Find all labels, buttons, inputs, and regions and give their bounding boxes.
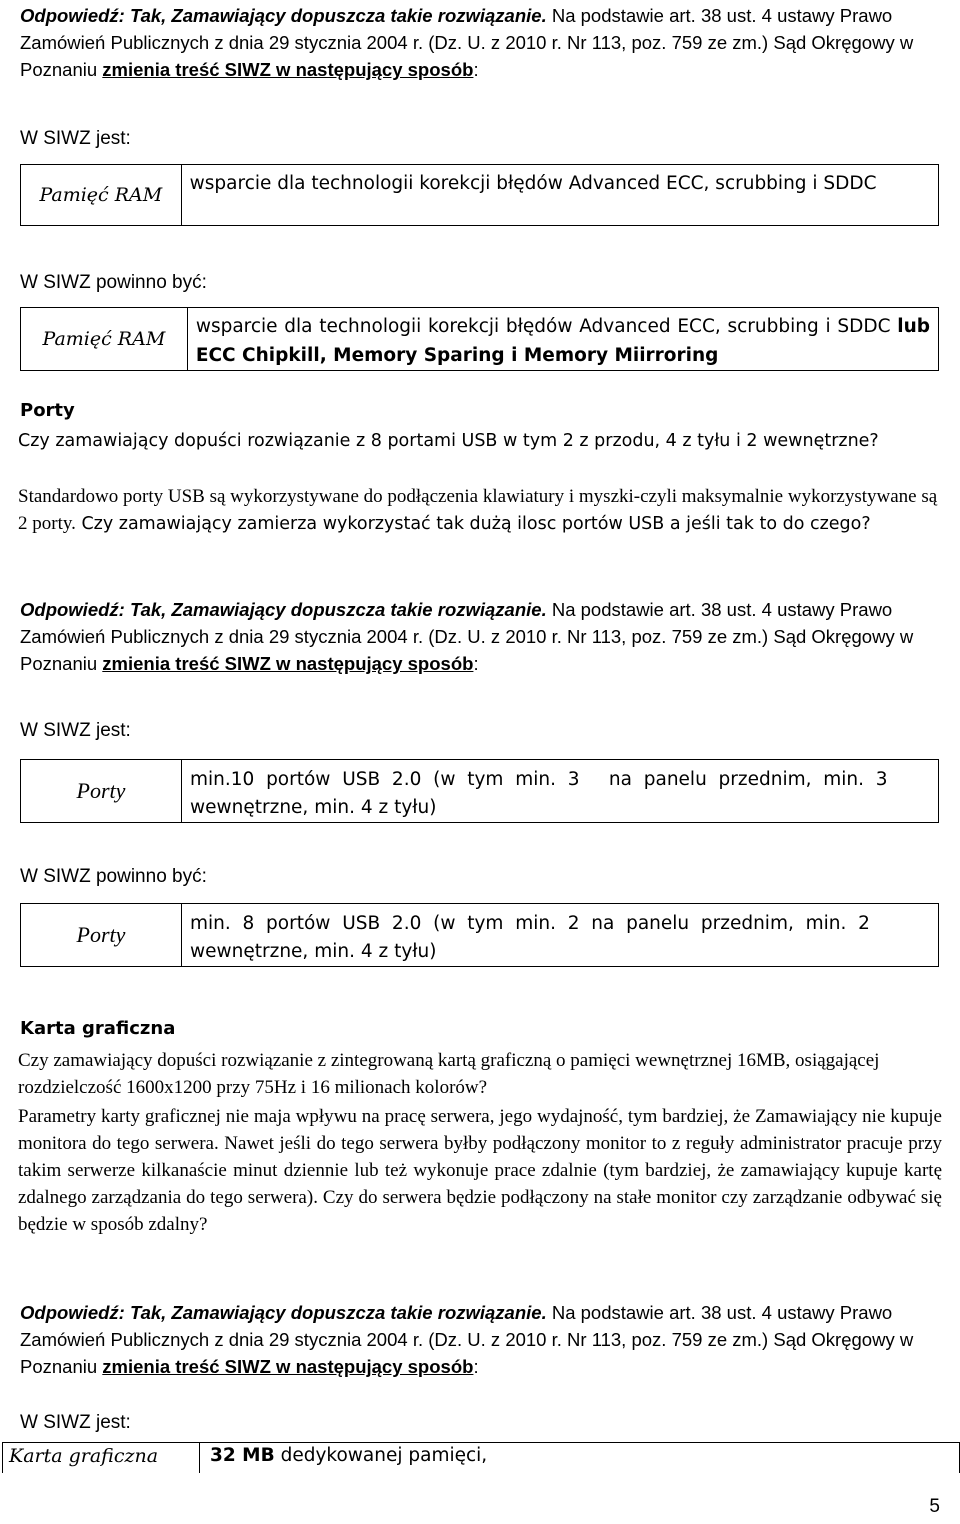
karta-question-1: Czy zamawiający dopuści rozwiązanie z zintegrowaną kartą graficzną o pamięci wewnętrznej 16MB, osiągającej rozdzielczość 1600x1200 przy 75Hz i 16 milionach kolorów?	[18, 1050, 880, 1098]
karta-heading: Karta graficzna	[20, 1018, 176, 1039]
siwz-powinno-label: W SIWZ powinno być:	[20, 272, 207, 293]
answer-block-2: Odpowiedź: Tak, Zamawiający dopuszcza takie rozwiązanie. Na podstawie art. 38 ust. 4 ustawy Prawo Zamówień Publicznych z dnia 29 stycznia 2004 r. (Dz. U. z 2010 r. Nr 113, poz. 759 ze zm.) Sąd Okręgowy w Poznaniu zmienia treść SIWZ w następujący sposób:	[20, 599, 914, 674]
answer-italic: Odpowiedź: Tak, Zamawiający dopuszcza takie rozwiązanie.	[20, 5, 547, 26]
ram-powinno-table	[20, 307, 939, 371]
ram-jest-value: wsparcie dla technologii korekcji błędów Advanced ECC, scrubbing i SDDC	[189, 173, 877, 194]
karta-jest-value: 32 MB dedykowanej pamięci,	[210, 1445, 488, 1466]
porty-question-1: Czy zamawiający dopuści rozwiązanie z 8 portami USB w tym 2 z przodu, 4 z tyłu i 2 wewnętrzne?	[18, 431, 879, 451]
porty-heading: Porty	[20, 400, 75, 421]
answer-underline: zmienia treść SIWZ w następujący sposób	[102, 59, 474, 80]
porty-powinno-value: min. 8 portów USB 2.0 (w tym min. 2 na panelu przednim, min. 2 wewnętrzne, min. 4 z tyłu)	[190, 913, 870, 962]
karta-question-2: Parametry karty graficznej nie maja wpływu na pracę serwera, jego wydajność, tym bardziej, że Zamawiający nie kupuje monitora do tego serwera. Nawet jeśli do tego serwera byłby podłączony monitor to z reguły administrator pracuje przy takim serwerze kilkanaście minut dziennie lub też wykonuje prace zdalnie (tym bardziej, że zamawiający kupuje kartę zdalnego zarządzania do tego serwera). Czy do serwera będzie podłączony na stałe monitor czy zarządzanie odbywać się będzie w sposób zdalny?	[18, 1106, 942, 1235]
ram-label: Pamięć RAM	[21, 165, 182, 225]
siwz-jest-label: W SIWZ jest:	[20, 128, 131, 149]
porty-label: Porty	[21, 904, 182, 966]
ram-powinno-value: wsparcie dla technologii korekcji błędów Advanced ECC, scrubbing i SDDC lub ECC Chipkill, Memory Sparing i Memory Miirroring	[195, 316, 930, 366]
ram-jest-table	[20, 164, 939, 226]
karta-jest-table	[2, 1442, 960, 1473]
porty-question-2: Standardowo porty USB są wykorzystywane do podłączenia klawiatury i myszki-czyli maksymalnie wykorzystywane są 2 porty. Czy zamawiający zamierza wykorzystać tak dużą ilosc portów USB a jeśli tak to do czego?	[18, 486, 938, 534]
answer-block-1: Odpowiedź: Tak, Zamawiający dopuszcza takie rozwiązanie. Na podstawie art. 38 ust. 4 ustawy Prawo Zamówień Publicznych z dnia 29 stycznia 2004 r. (Dz. U. z 2010 r. Nr 113, poz. 759 ze zm.) Sąd Okręgowy w Poznaniu zmienia treść SIWZ w następujący sposób:	[20, 5, 914, 80]
answer-block-3: Odpowiedź: Tak, Zamawiający dopuszcza takie rozwiązanie. Na podstawie art. 38 ust. 4 ustawy Prawo Zamówień Publicznych z dnia 29 stycznia 2004 r. (Dz. U. z 2010 r. Nr 113, poz. 759 ze zm.) Sąd Okręgowy w Poznaniu zmienia treść SIWZ w następujący sposób:	[20, 1302, 914, 1377]
siwz-jest-label: W SIWZ jest:	[20, 1412, 131, 1433]
ram-label: Pamięć RAM	[21, 308, 188, 370]
page-number: 5	[929, 1496, 940, 1517]
siwz-jest-label: W SIWZ jest:	[20, 720, 131, 741]
porty-powinno-table	[20, 903, 939, 967]
answer-text: Na podstawie art. 38 ust. 4 ustawy Prawo Zamówień Publicznych z dnia 29 stycznia 2004 r. (Dz. U. z 2010 r. Nr 113, poz. 759 ze zm.) Sąd Okręgowy w Poznaniu	[20, 5, 914, 80]
karta-label: Karta graficzna	[3, 1443, 200, 1473]
siwz-powinno-label: W SIWZ powinno być:	[20, 866, 207, 887]
porty-jest-value: min.10 portów USB 2.0 (w tym min. 3 na panelu przednim, min. 3 wewnętrzne, min. 4 z tyłu)	[190, 769, 888, 818]
porty-jest-table	[20, 759, 939, 823]
porty-label: Porty	[21, 760, 182, 822]
